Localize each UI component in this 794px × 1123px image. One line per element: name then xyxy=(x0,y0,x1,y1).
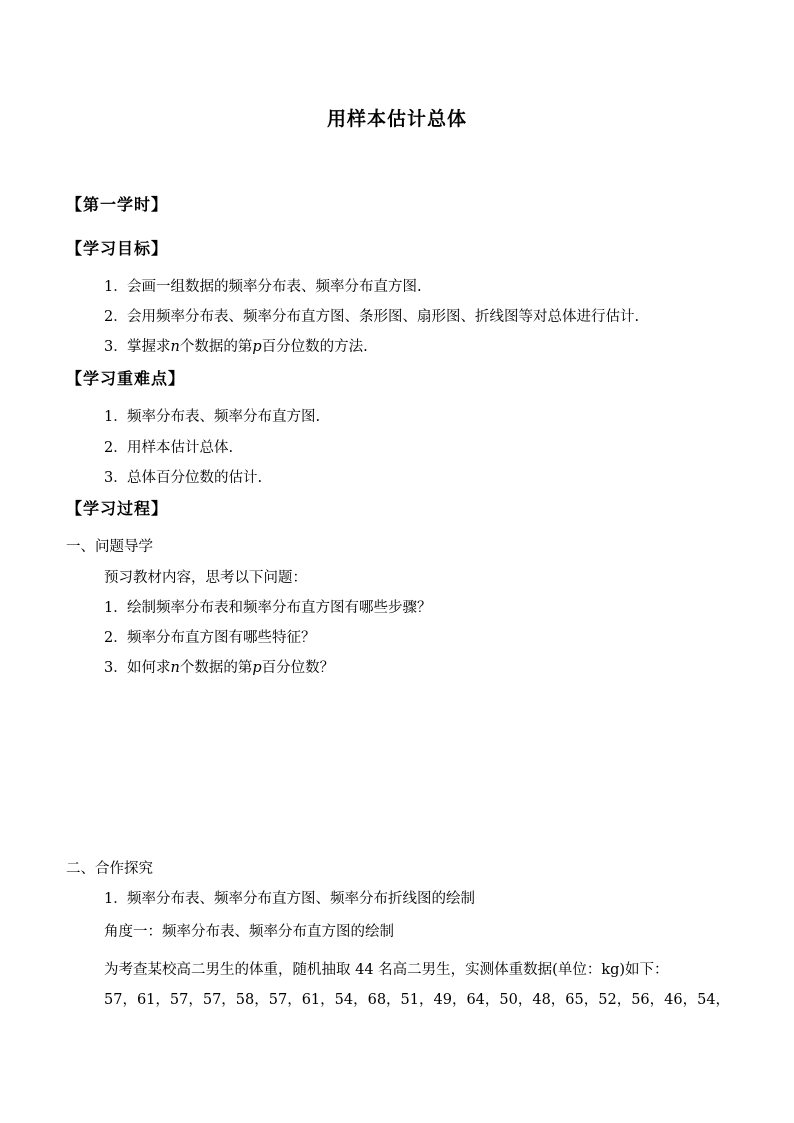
objectives-heading: 【学习目标】 xyxy=(66,239,169,258)
problem-statement: 为考查某校高二男生的体重，随机抽取 44 名高二男生，实测体重数据(单位：kg)如下： xyxy=(104,962,669,978)
question-item: 1．绘制频率分布表和频率分布直方图有哪些步骤？ xyxy=(104,600,432,616)
objective-item: 2．会用频率分布表、频率分布直方图、条形图、扇形图、折线图等对总体进行估计. xyxy=(104,309,640,325)
keypoint-item: 2．用样本估计总体. xyxy=(104,440,234,456)
question-item: 2．频率分布直方图有哪些特征？ xyxy=(104,630,316,646)
section-title: 二、合作探究 xyxy=(66,861,153,877)
question-item: 3．如何求n个数据的第p百分位数？ xyxy=(104,660,335,676)
document-title: 用样本估计总体 xyxy=(326,108,467,130)
keypoint-item: 3．总体百分位数的估计. xyxy=(104,470,263,486)
angle-title: 角度一：频率分布表、频率分布直方图的绘制 xyxy=(104,924,394,940)
keypoints-heading: 【学习重难点】 xyxy=(66,369,186,388)
data-values: 57，61，57，57，58，57，61，54，68，51，49，64，50，48，65，52，56，46，54， xyxy=(104,992,731,1008)
process-heading: 【学习过程】 xyxy=(66,499,169,518)
explore-item: 1．频率分布表、频率分布直方图、频率分布折线图的绘制 xyxy=(104,891,475,907)
section-intro: 预习教材内容，思考以下问题： xyxy=(104,570,307,586)
section-title: 一、问题导学 xyxy=(66,539,153,555)
objective-item: 1．会画一组数据的频率分布表、频率分布直方图. xyxy=(104,279,422,295)
objective-item: 3．掌握求n个数据的第p百分位数的方法. xyxy=(104,339,368,355)
session-heading: 【第一学时】 xyxy=(66,195,169,214)
keypoint-item: 1．频率分布表、频率分布直方图. xyxy=(104,409,321,425)
